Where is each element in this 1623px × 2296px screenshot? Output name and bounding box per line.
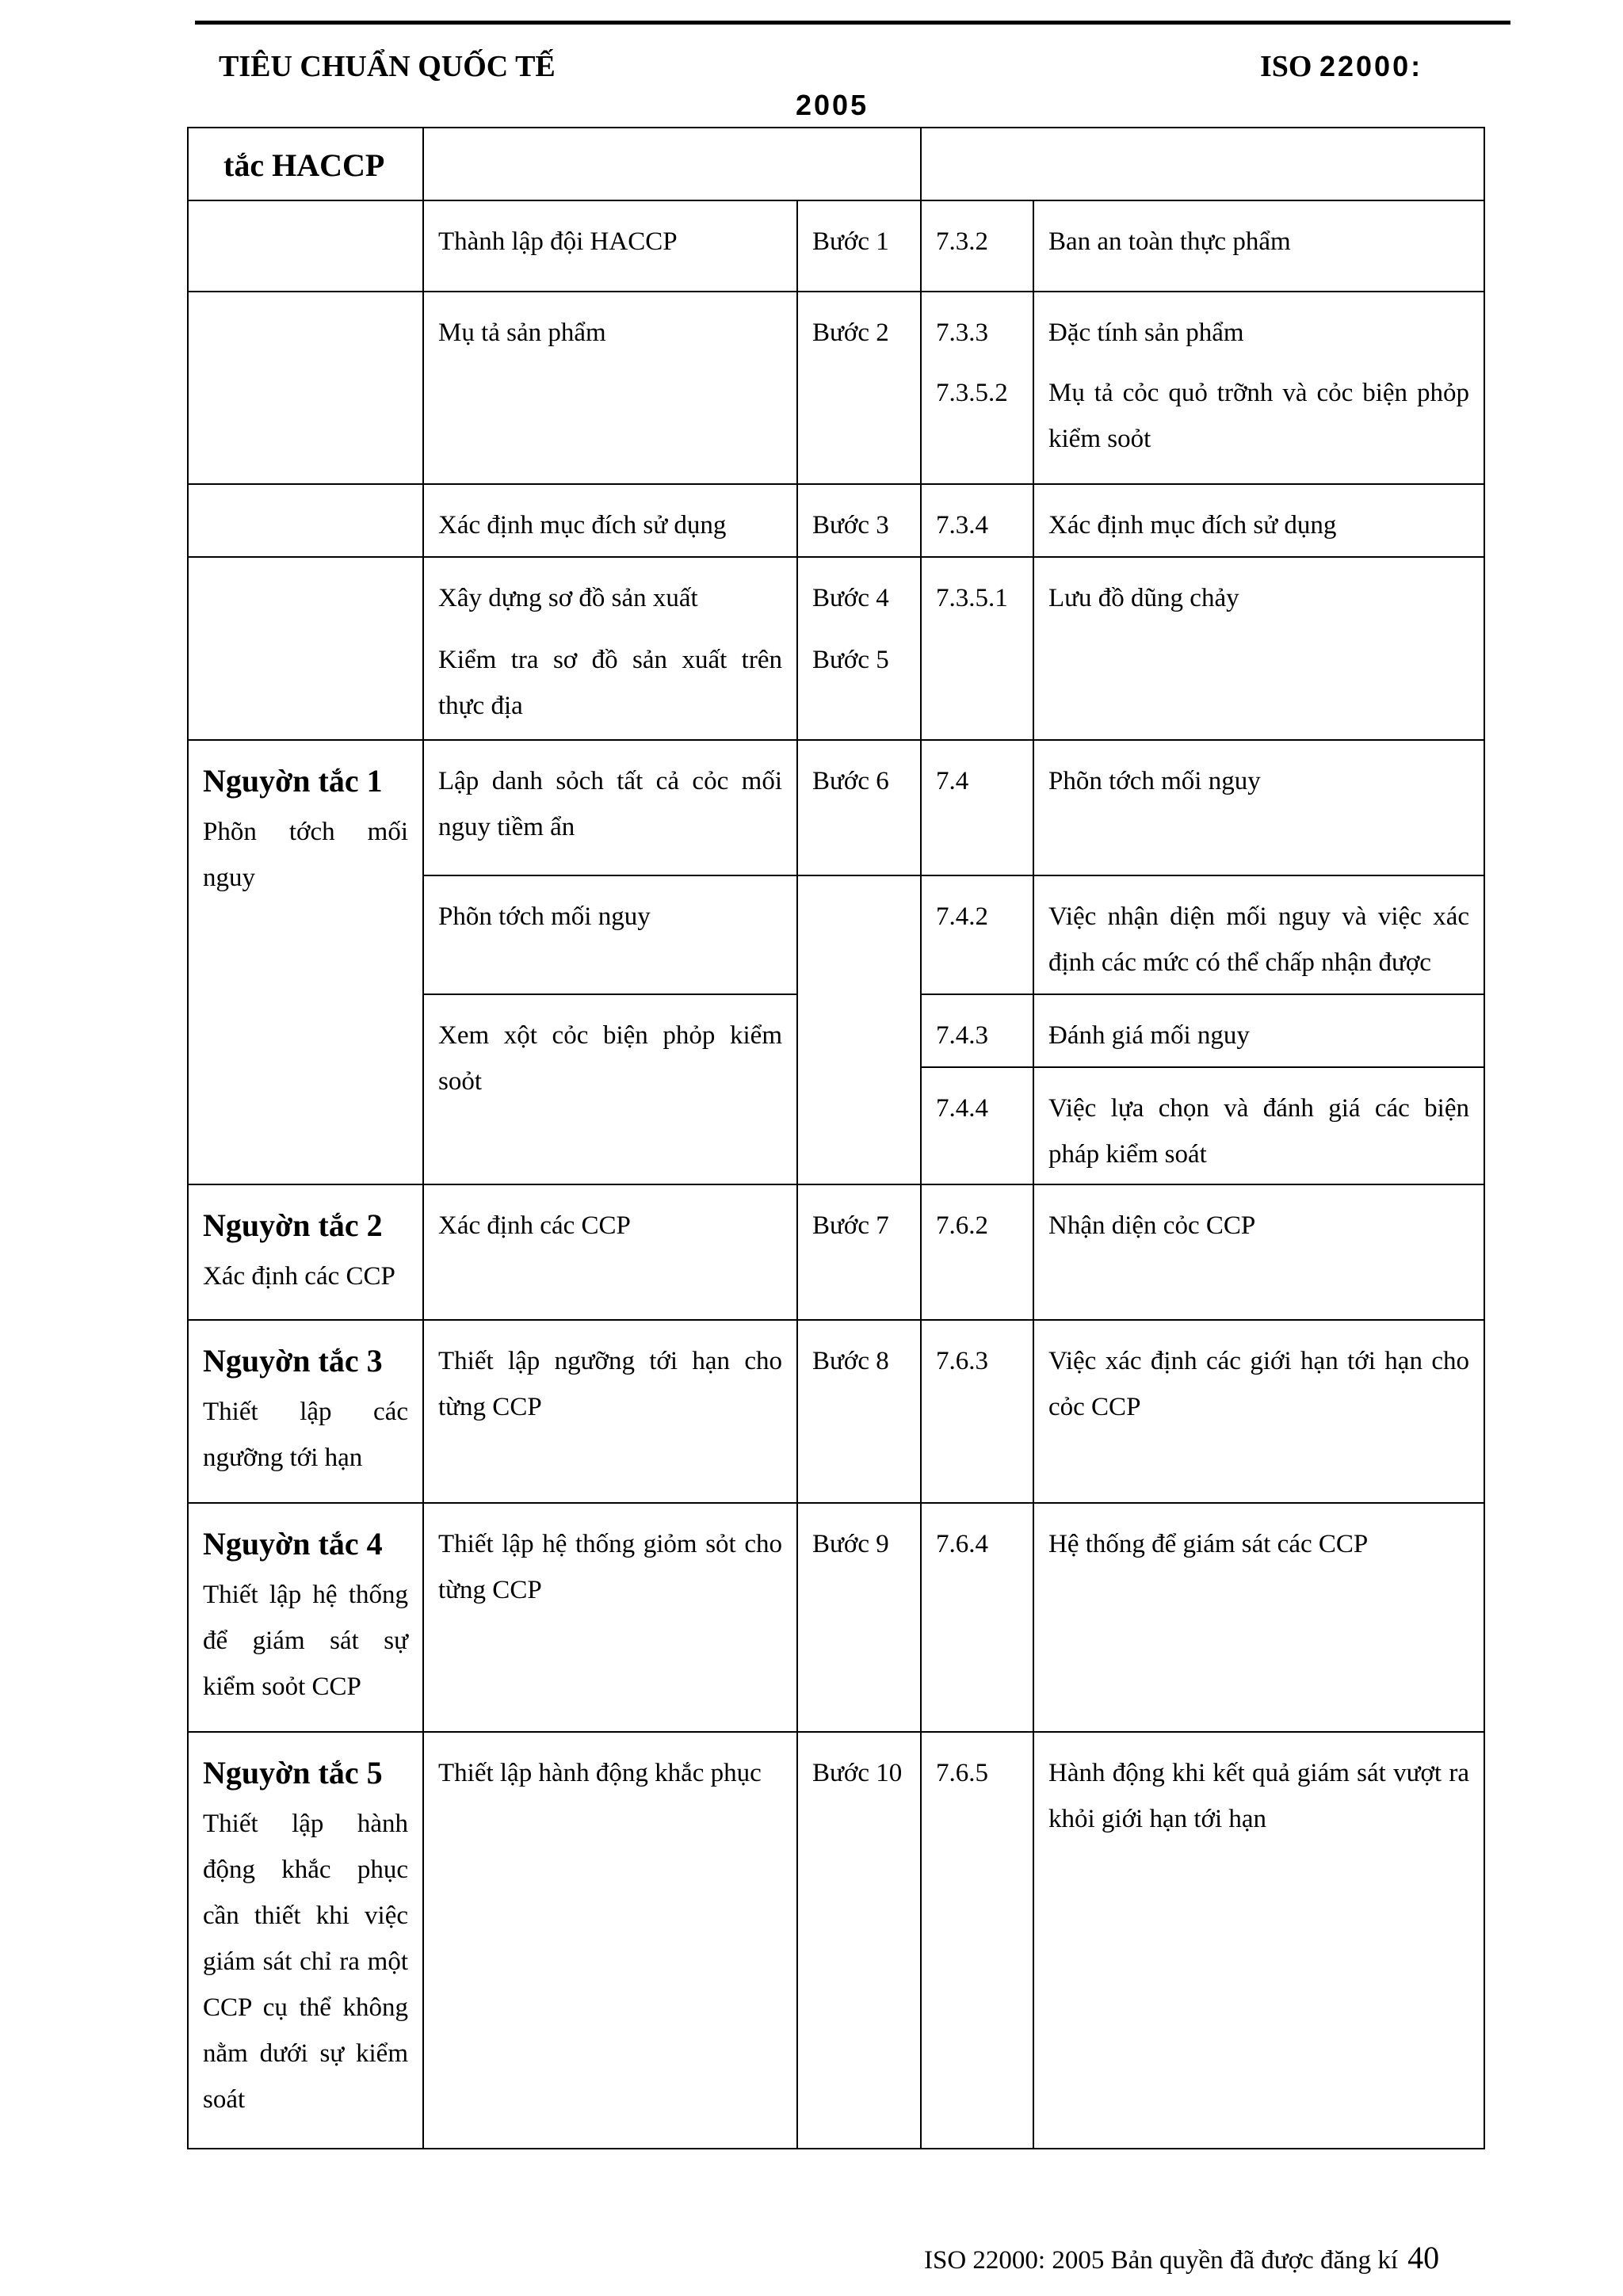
clause-text-cell bbox=[1033, 292, 1484, 484]
table-row bbox=[188, 200, 1484, 292]
principle-label: Nguyờn tắc 5 bbox=[203, 1755, 383, 1791]
haccp-correspondence-table bbox=[187, 127, 1485, 2149]
empty-cell bbox=[188, 292, 423, 484]
footer-copyright: ISO 22000: 2005 Bản quyền đã được đăng kí bbox=[924, 2246, 1399, 2275]
empty-cell bbox=[797, 875, 921, 1184]
table-row bbox=[188, 128, 1484, 200]
step-text: Xem xột cỏc biện phỏp kiểm soỏt bbox=[423, 994, 797, 1184]
clause-text: Phõn tớch mối nguy bbox=[1033, 740, 1484, 875]
clause-number: 7.6.2 bbox=[921, 1184, 1033, 1320]
step-number-cell bbox=[797, 557, 921, 740]
step-number: Bước 4 bbox=[812, 584, 889, 612]
empty-cell bbox=[188, 557, 423, 740]
clause-number: 7.3.4 bbox=[921, 484, 1033, 557]
table-row bbox=[188, 1503, 1484, 1732]
principle-description: Phõn tớch mối nguy bbox=[203, 818, 408, 892]
empty-cell bbox=[188, 484, 423, 557]
principle-cell bbox=[188, 1320, 423, 1503]
clause-number: 7.3.2 bbox=[921, 200, 1033, 292]
step-number: Bước 2 bbox=[797, 292, 921, 484]
table-row bbox=[188, 484, 1484, 557]
clause-text: Hành động khi kết quả giám sát vượt ra khỏi giới hạn tới hạn bbox=[1033, 1732, 1484, 2149]
step-text: Thiết lập hành động khắc phục bbox=[423, 1732, 797, 2149]
step-text: Xác định mục đích sử dụng bbox=[423, 484, 797, 557]
principle-label: Nguyờn tắc 2 bbox=[203, 1207, 383, 1243]
table-row bbox=[188, 1320, 1484, 1503]
header-year: 2005 bbox=[796, 89, 869, 121]
table-row bbox=[188, 557, 1484, 740]
clause-text: Việc lựa chọn và đánh giá các biện pháp kiểm soát bbox=[1034, 1066, 1484, 1184]
header-title: TIÊU CHUẨN QUỐC TẾ bbox=[219, 50, 556, 83]
step-number: Bước 8 bbox=[797, 1320, 921, 1503]
clause-text: Đánh giá mối nguy bbox=[1048, 1021, 1250, 1050]
header-iso-number: 22000: bbox=[1319, 50, 1423, 82]
clause-number: 7.3.3 bbox=[936, 318, 988, 347]
step-text: Xây dựng sơ đồ sản xuất bbox=[438, 584, 698, 612]
table-row bbox=[188, 1184, 1484, 1320]
principle-description: Xác định các CCP bbox=[203, 1262, 395, 1291]
table-row bbox=[188, 1732, 1484, 2149]
principle-description: Thiết lập hành động khắc phục cần thiết khi việc giám sát chỉ ra một CCP cụ thể không nằm dưới sự kiểm soát bbox=[203, 1810, 408, 2114]
header-standard bbox=[1260, 49, 1423, 84]
step-number: Bước 1 bbox=[797, 200, 921, 292]
clause-number-cell bbox=[921, 292, 1033, 484]
clause-text-cell bbox=[1033, 994, 1484, 1184]
step-text: Thiết lập ngưỡng tới hạn cho từng CCP bbox=[423, 1320, 797, 1503]
clause-number: 7.6.5 bbox=[921, 1732, 1033, 2149]
step-text: Thiết lập hệ thống giỏm sỏt cho từng CCP bbox=[423, 1503, 797, 1732]
principle-label: tắc HACCP bbox=[223, 147, 385, 183]
clause-text: Việc xác định các giới hạn tới hạn cho cỏc CCP bbox=[1033, 1320, 1484, 1503]
step-number: Bước 5 bbox=[812, 646, 889, 674]
table-row bbox=[188, 740, 1484, 875]
empty-cell bbox=[921, 128, 1484, 200]
principle-label: Nguyờn tắc 4 bbox=[203, 1526, 383, 1562]
step-number: Bước 9 bbox=[797, 1503, 921, 1732]
step-text: Kiểm tra sơ đồ sản xuất trên thực địa bbox=[438, 646, 782, 720]
clause-text: Nhận diện cỏc CCP bbox=[1033, 1184, 1484, 1320]
header-iso-label: ISO bbox=[1260, 50, 1312, 83]
step-text: Xác định các CCP bbox=[423, 1184, 797, 1320]
page-footer bbox=[924, 2239, 1439, 2276]
principle-cell bbox=[188, 1732, 423, 2149]
step-text: Mụ tả sản phẩm bbox=[423, 292, 797, 484]
header-rule bbox=[195, 21, 1510, 25]
principle-cell bbox=[188, 1184, 423, 1320]
clause-text: Ban an toàn thực phẩm bbox=[1033, 200, 1484, 292]
clause-number: 7.4.2 bbox=[921, 875, 1033, 994]
clause-number: 7.3.5.1 bbox=[921, 557, 1033, 740]
step-number: Bước 6 bbox=[797, 740, 921, 875]
clause-text: Mụ tả cỏc quỏ trỡnh và cỏc biện phỏp kiểm soỏt bbox=[1048, 379, 1469, 453]
step-text: Lập danh sỏch tất cả cỏc mối nguy tiềm ẩn bbox=[423, 740, 797, 875]
principle-label: Nguyờn tắc 1 bbox=[203, 763, 383, 799]
clause-number: 7.6.3 bbox=[921, 1320, 1033, 1503]
table-row bbox=[188, 292, 1484, 484]
principle-description: Thiết lập hệ thống để giám sát sự kiểm soỏt CCP bbox=[203, 1581, 408, 1701]
clause-text: Hệ thống để giám sát các CCP bbox=[1033, 1503, 1484, 1732]
clause-number: 7.3.5.2 bbox=[936, 379, 1008, 407]
empty-cell bbox=[423, 128, 921, 200]
principle-description: Thiết lập các ngưỡng tới hạn bbox=[203, 1398, 408, 1472]
step-text-cell bbox=[423, 557, 797, 740]
principle-label: Nguyờn tắc 3 bbox=[203, 1343, 383, 1379]
clause-number: 7.4.3 bbox=[936, 1021, 988, 1050]
step-number: Bước 3 bbox=[797, 484, 921, 557]
clause-text: Lưu đồ dũng chảy bbox=[1033, 557, 1484, 740]
page-number: 40 bbox=[1407, 2240, 1440, 2275]
step-number: Bước 7 bbox=[797, 1184, 921, 1320]
clause-text: Việc nhận diện mối nguy và việc xác định các mức có thể chấp nhận được bbox=[1033, 875, 1484, 994]
step-text: Thành lập đội HACCP bbox=[423, 200, 797, 292]
principle-cell bbox=[188, 740, 423, 1184]
step-number: Bước 10 bbox=[797, 1732, 921, 2149]
clause-number: 7.4.4 bbox=[922, 1066, 1033, 1138]
clause-number: 7.4 bbox=[921, 740, 1033, 875]
principle-cell bbox=[188, 1503, 423, 1732]
clause-text: Đặc tính sản phẩm bbox=[1048, 318, 1244, 347]
clause-number-cell bbox=[921, 994, 1033, 1184]
empty-cell bbox=[188, 200, 423, 292]
clause-text: Xác định mục đích sử dụng bbox=[1033, 484, 1484, 557]
step-text: Phõn tớch mối nguy bbox=[423, 875, 797, 994]
clause-number: 7.6.4 bbox=[921, 1503, 1033, 1732]
principle-cell bbox=[188, 128, 423, 200]
